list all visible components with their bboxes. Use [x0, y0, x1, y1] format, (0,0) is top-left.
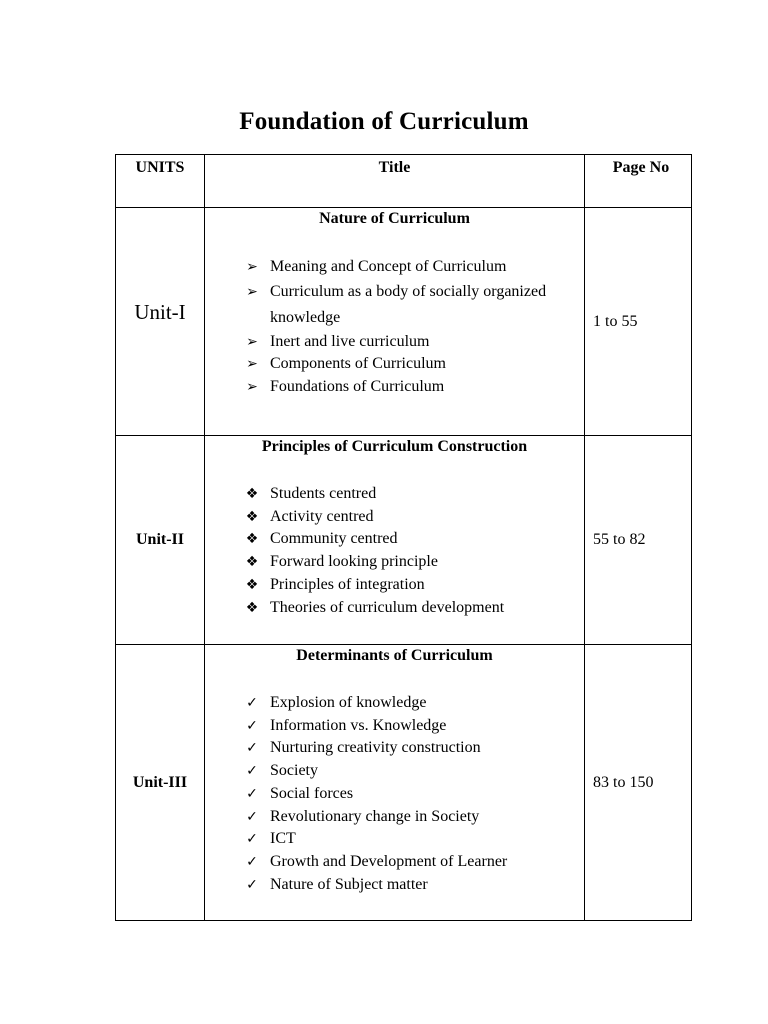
list-item: ❖ Principles of integration [205, 574, 584, 597]
checkmark-bullet-icon: ✓ [246, 740, 258, 757]
unit-content [205, 645, 585, 921]
topic-list [205, 483, 584, 619]
unit-label: Unit-I [116, 208, 205, 436]
list-item: ✓ Nurturing creativity construction [205, 737, 584, 760]
list-item: ✓ Nature of Subject matter [205, 874, 584, 897]
list-item: ❖ Activity centred [205, 506, 584, 529]
arrow-bullet-icon: ➢ [246, 379, 258, 396]
section-heading: Nature of Curriculum [319, 210, 470, 227]
list-item: ✓ Explosion of knowledge [205, 692, 584, 715]
table-row-unit-3 [116, 645, 692, 921]
diamond-bullet-icon: ❖ [245, 531, 259, 548]
checkmark-bullet-icon: ✓ [246, 763, 258, 780]
list-item: ✓ Social forces [205, 783, 584, 806]
checkmark-bullet-icon: ✓ [246, 695, 258, 711]
list-item: ❖ Theories of curriculum development [205, 597, 584, 620]
header-page-no: Page No [585, 155, 692, 208]
header-units: UNITS [116, 155, 205, 208]
diamond-bullet-icon: ❖ [245, 576, 259, 593]
checkmark-bullet-icon: ✓ [246, 785, 258, 802]
diamond-bullet-icon: ❖ [245, 486, 259, 502]
list-item: ✓ Growth and Development of Learner [205, 851, 584, 874]
list-item: ❖ Students centred [205, 483, 584, 506]
list-item: ✓ ICT [205, 828, 584, 851]
list-item: ➢ Foundations of Curriculum [205, 376, 584, 399]
diamond-bullet-icon: ❖ [245, 599, 259, 616]
unit-label: Unit-III [116, 645, 205, 921]
section-heading: Determinants of Curriculum [296, 647, 493, 664]
page-title: Foundation of Curriculum [239, 108, 529, 135]
list-item: ✓ Revolutionary change in Society [205, 806, 584, 829]
list-item: ➢ Meaning and Concept of Curriculum [205, 256, 584, 279]
diamond-bullet-icon: ❖ [245, 554, 259, 571]
topic-list [205, 692, 584, 896]
arrow-bullet-icon: ➢ [246, 356, 258, 373]
table-row-unit-1 [116, 208, 692, 436]
page-range: 55 to 82 [585, 436, 692, 645]
checkmark-bullet-icon: ✓ [246, 717, 258, 734]
list-item: ➢ Inert and live curriculum [205, 331, 584, 354]
checkmark-bullet-icon: ✓ [246, 853, 258, 870]
table-row-unit-2 [116, 436, 692, 645]
list-item: ✓ Society [205, 760, 584, 783]
list-item: ➢ Curriculum as a body of socially organized knowledge [205, 279, 584, 331]
arrow-bullet-icon: ➢ [246, 259, 258, 275]
header-row [116, 155, 692, 208]
checkmark-bullet-icon: ✓ [246, 808, 258, 825]
unit-label: Unit-II [116, 436, 205, 645]
page-range: 83 to 150 [585, 645, 692, 921]
list-item: ✓ Information vs. Knowledge [205, 715, 584, 738]
checkmark-bullet-icon: ✓ [246, 831, 258, 848]
list-item: ❖ Community centred [205, 528, 584, 551]
syllabus-table [115, 154, 692, 921]
diamond-bullet-icon: ❖ [245, 508, 259, 525]
arrow-bullet-icon: ➢ [246, 333, 258, 350]
section-heading: Principles of Curriculum Construction [261, 438, 528, 455]
header-title: Title [205, 155, 585, 208]
list-item: ❖ Forward looking principle [205, 551, 584, 574]
unit-content [205, 208, 585, 436]
arrow-bullet-icon: ➢ [246, 283, 258, 300]
list-item: ➢ Components of Curriculum [205, 353, 584, 376]
topic-list [205, 256, 584, 399]
checkmark-bullet-icon: ✓ [246, 876, 258, 893]
unit-content [205, 436, 585, 645]
page-range: 1 to 55 [585, 208, 692, 436]
